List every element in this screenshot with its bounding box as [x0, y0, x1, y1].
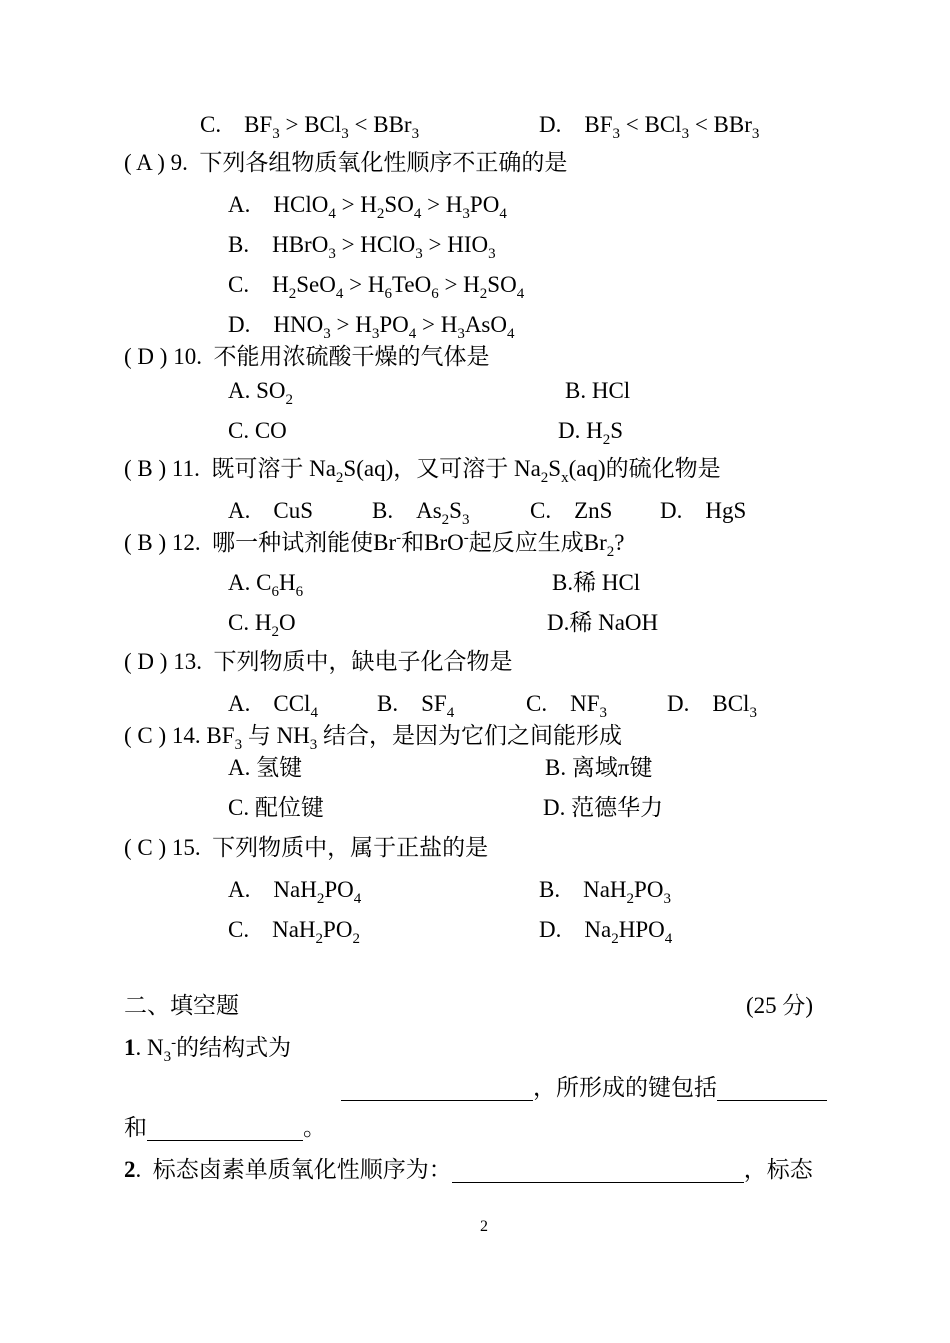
- q14-option-c: C. 配位键: [228, 795, 324, 820]
- fill1-line3: 和 。: [124, 1115, 326, 1140]
- q14-option-a: A. 氢键: [228, 755, 303, 780]
- q9-option-a: A. HClO$_4$ > $H_2SO_4 > H_3PO_4$: [228, 192, 507, 222]
- fill2-blank-oxidizing-order[interactable]: [452, 1158, 744, 1183]
- q9-option-c: C. $H_2SeO_4 > H_6TeO_6 > H_2SO_4$: [228, 272, 525, 302]
- q15-option-d: D. $Na_2HPO_4$: [539, 917, 673, 947]
- q15-option-a: A. $NaH_2PO_4$: [228, 877, 362, 907]
- q11-stem: ( B ) 11. 既可溶于 $Na_2S(aq)$，又可溶于 $Na_2S_x(aq)$的硫化物是: [124, 456, 721, 486]
- q8-option-c: C. $BF_3 > BCl_3 < BBr_3$: [200, 112, 420, 142]
- q13-option-a: A. CCl$_4$: [228, 691, 318, 721]
- section2-score: (25 分): [746, 993, 814, 1018]
- q9-option-b: B. HBrO$_3$ > HClO$_3$ > $HIO_3$: [228, 232, 496, 262]
- q12-option-a: A. $C_6H_6$: [228, 570, 304, 600]
- q11-option-c: C. ZnS: [530, 498, 613, 523]
- fill1-line2: ，所形成的键包括: [341, 1075, 827, 1101]
- q15-option-b: B. $NaH_2PO_3$: [539, 877, 671, 907]
- page-number: 2: [480, 1218, 488, 1235]
- q13-stem: ( D ) 13. 下列物质中，缺电子化合物是: [124, 649, 513, 674]
- fill1-blank-bonds-a[interactable]: [717, 1076, 827, 1101]
- q10-option-b: B. HCl: [565, 378, 631, 403]
- q12-option-c: C. $H_2O$: [228, 610, 296, 640]
- q15-option-c: C. $NaH_2PO_2$: [228, 917, 360, 947]
- fill1-blank-bonds-b[interactable]: [147, 1116, 303, 1141]
- q8-option-d: D. $BF_3 < BCl_3 < BBr_3$: [539, 112, 760, 142]
- q11-option-a: A. CuS: [228, 498, 314, 523]
- q14-option-d: D. 范德华力: [543, 795, 664, 820]
- q15-stem: ( C ) 15. 下列物质中，属于正盐的是: [124, 835, 489, 860]
- q11-option-d: D. HgS: [660, 498, 747, 523]
- q13-option-d: D. BCl$_3$: [667, 691, 757, 721]
- fill1-blank-structure[interactable]: [341, 1076, 533, 1101]
- q13-option-b: B. $SF_4$: [377, 691, 455, 721]
- q12-stem: ( B ) 12. 哪一种试剂能使Br-和BrO-起反应生成$Br_2$?: [124, 530, 625, 560]
- section2-title: 二、填空题: [124, 993, 239, 1018]
- q10-option-c: C. CO: [228, 418, 287, 443]
- q9-stem: ( A ) 9. 下列各组物质氧化性顺序不正确的是: [124, 150, 568, 175]
- q11-option-b: B. $As_2S_3$: [372, 498, 470, 528]
- q14-option-b: B. 离域π键: [545, 755, 653, 780]
- q12-option-b: B.稀 HCl: [552, 570, 641, 595]
- q10-option-a: A. $SO_2$: [228, 378, 294, 408]
- q14-stem: ( C ) 14. $BF_3$ 与 $NH_3$ 结合，是因为它们之间能形成: [124, 723, 623, 753]
- q9-option-d: D. $HNO_3 > H_3PO_4 > H_3AsO_4$: [228, 312, 515, 342]
- fill2-stem: 2. 标态卤素单质氧化性顺序为： ，标态: [124, 1157, 813, 1182]
- q13-option-c: C. $NF_3$: [526, 691, 607, 721]
- q10-stem: ( D ) 10. 不能用浓硫酸干燥的气体是: [124, 344, 490, 369]
- q12-option-d: D.稀 NaOH: [547, 610, 659, 635]
- q10-option-d: D. $H_2S$: [558, 418, 624, 448]
- fill1-stem: 1. $N_3^-$的结构式为: [124, 1035, 292, 1065]
